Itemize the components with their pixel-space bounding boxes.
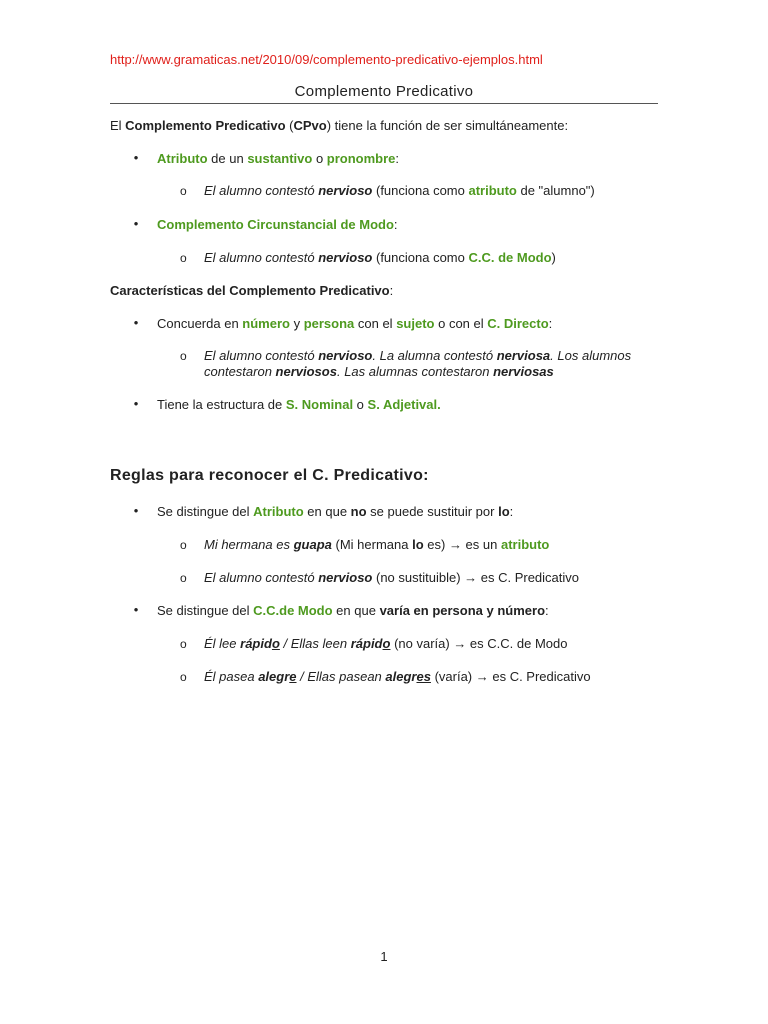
page-number: 1 xyxy=(380,949,388,964)
intro-paragraph: El Complemento Predicativo (CPvo) tiene la función de ser simultáneamente: xyxy=(110,118,569,133)
example-rule-atributo-2: El alumno contestó nervioso (no sustituible) → es C. Predicativo xyxy=(204,570,580,585)
page-title: Complemento Predicativo xyxy=(110,83,658,104)
example-rule-cc-modo-2: Él pasea alegre / Ellas pasean alegres (varía) → es C. Predicativo xyxy=(204,669,591,684)
sub-bullet-icon: o xyxy=(180,184,187,198)
bullet-icon: • xyxy=(133,216,139,231)
characteristic-concordancia: Concuerda en número y persona con el sujeto o con el C. Directo: xyxy=(157,316,553,331)
characteristics-heading: Características del Complemento Predicativo: xyxy=(110,283,394,298)
rule-cc-modo: Se distingue del C.C.de Modo en que varía en persona y número: xyxy=(157,603,549,618)
example-rule-atributo-1: Mi hermana es guapa (Mi hermana lo es) → es un atributo xyxy=(204,537,550,552)
example-concordancia-line2: contestaron nerviosos. Las alumnas contestaron nerviosas xyxy=(204,364,554,379)
bullet-icon: • xyxy=(133,315,139,330)
example-cc-modo: El alumno contestó nervioso (funciona como C.C. de Modo) xyxy=(204,250,556,265)
function-cc-modo: Complemento Circunstancial de Modo: xyxy=(157,217,398,232)
sub-bullet-icon: o xyxy=(180,251,187,265)
sub-bullet-icon: o xyxy=(180,637,187,651)
source-url[interactable]: http://www.gramaticas.net/2010/09/complemento-predicativo-ejemplos.html xyxy=(110,52,543,67)
example-rule-cc-modo-1: Él lee rápido / Ellas leen rápido (no varía) → es C.C. de Modo xyxy=(204,636,568,651)
bullet-icon: • xyxy=(133,602,139,617)
rule-atributo: Se distingue del Atributo en que no se puede sustituir por lo: xyxy=(157,504,514,519)
bullet-icon: • xyxy=(133,150,139,165)
bullet-icon: • xyxy=(133,503,139,518)
sub-bullet-icon: o xyxy=(180,670,187,684)
sub-bullet-icon: o xyxy=(180,538,187,552)
sub-bullet-icon: o xyxy=(180,571,187,585)
sub-bullet-icon: o xyxy=(180,349,187,363)
example-atributo: El alumno contestó nervioso (funciona como atributo de "alumno") xyxy=(204,183,595,198)
bullet-icon: • xyxy=(133,396,139,411)
characteristic-estructura: Tiene la estructura de S. Nominal o S. Adjetival. xyxy=(157,397,441,412)
rules-heading: Reglas para reconocer el C. Predicativo: xyxy=(110,467,429,484)
example-concordancia-line1: El alumno contestó nervioso. La alumna contestó nerviosa. Los alumnos xyxy=(204,348,632,363)
function-atributo: Atributo de un sustantivo o pronombre: xyxy=(157,151,400,166)
